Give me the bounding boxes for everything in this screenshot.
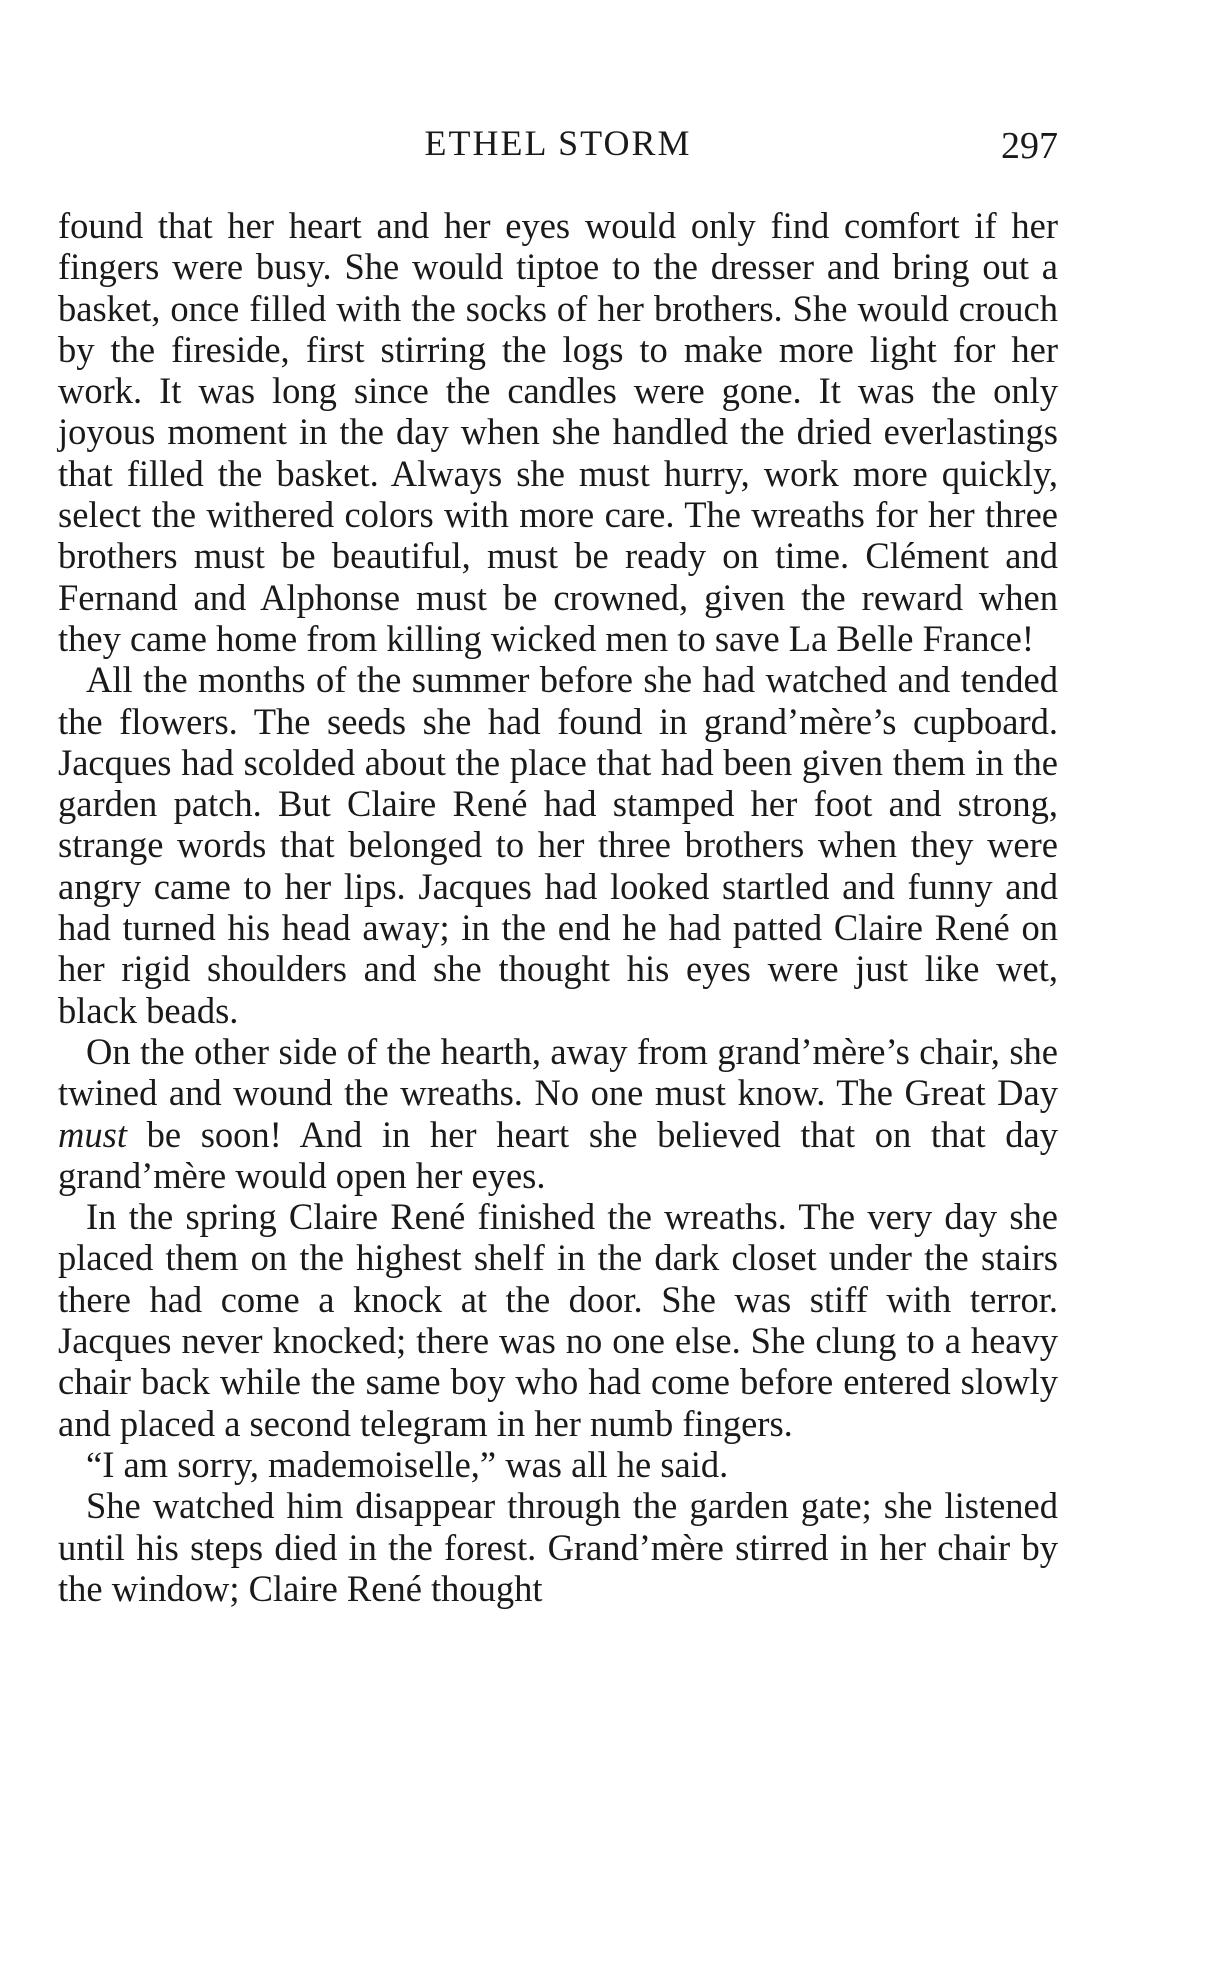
- running-title: ETHEL STORM: [424, 123, 692, 163]
- paragraph-1: found that her heart and her eyes would only find comfort if her fingers were busy. She would tiptoe to the dresser and bring out a basket, once filled with the socks of her brothers. She would crouch by the fireside, first stirring the logs to make more light for her work. It was long since the candles were gone. It was the only joyous moment in the day when she handled the dried everlastings that filled the basket. Always she must hurry, work more quickly, select the withered colors with more care. The wreaths for her three brothers must be beautiful, must be ready on time. Clément and Fernand and Alphonse must be crowned, given the reward when they came home from killing wicked men to save La Belle France!: [58, 205, 1058, 659]
- paragraph-3: [58, 1031, 1058, 1196]
- page-number: 297: [1001, 125, 1058, 167]
- emphasis-must: must: [58, 1113, 127, 1155]
- paragraph-2: All the months of the summer before she had watched and tended the flowers. The seeds she had found in grand’mère’s cupboard. Jacques had scolded about the place that had been given them in the garden patch. But Claire René had stamped her foot and strong, strange words that belonged to her three brothers when they were angry came to her lips. Jacques had looked startled and funny and had turned his head away; in the end he had patted Claire René on her rigid shoulders and she thought his eyes were just like wet, black beads.: [58, 659, 1058, 1031]
- paragraph-3-part-1: On the other side of the hearth, away from grand’mère’s chair, she twined and wound the wreaths. No one must know. The Great Day: [58, 1030, 1058, 1114]
- paragraph-4: In the spring Claire René finished the wreaths. The very day she placed them on the highest shelf in the dark closet under the stairs there had come a knock at the door. She was stiff with terror. Jacques never knocked; there was no one else. She clung to a heavy chair back while the same boy who had come before entered slowly and placed a second telegram in her numb fingers.: [58, 1196, 1058, 1444]
- paragraph-6: She watched him disappear through the garden gate; she listened until his steps died in the forest. Grand’mère stirred in her chair by the window; Claire René thought: [58, 1485, 1058, 1609]
- running-head: [58, 122, 1058, 172]
- paragraph-5: “I am sorry, mademoiselle,” was all he said.: [86, 1443, 729, 1485]
- body-text: [58, 205, 1058, 1609]
- paragraph-3-part-2: be soon! And in her heart she believed that on that day grand’mère would open her eyes.: [58, 1113, 1058, 1196]
